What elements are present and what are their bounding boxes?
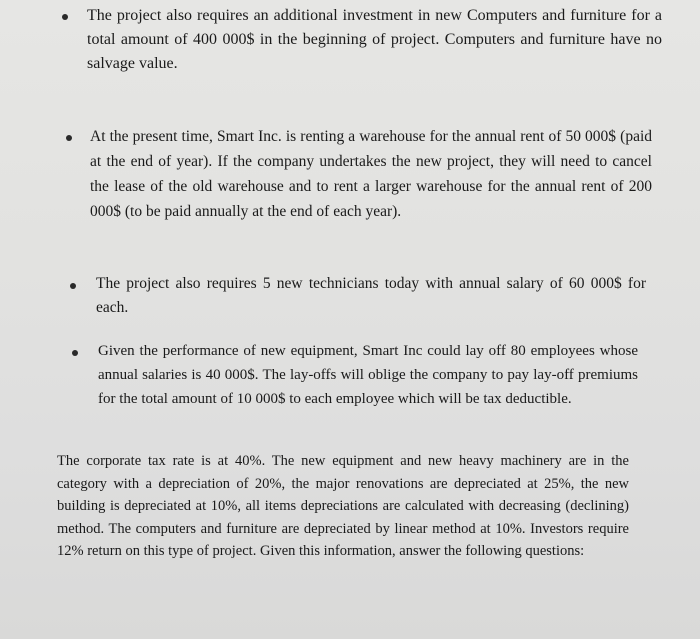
bullet-text: The project also requires an additional investment in new Computers and furniture for a total amount of 400 000$ in the beginning of project. Computers and furniture have no salvage value. <box>87 7 662 72</box>
bullet-icon <box>70 283 76 289</box>
bullet-text: At the present time, Smart Inc. is renting a warehouse for the annual rent of 50 000$ (paid at the end of year). If the company undertakes the new project, they will need to cancel the lease of the old warehouse and to rent a larger warehouse for the annual rent of 200 000$ (to be paid annually at the end of each year). <box>90 128 652 220</box>
bullet-text: The project also requires 5 new technicians today with annual salary of 60 000$ for each. <box>96 275 646 316</box>
bullet-icon <box>72 350 78 356</box>
bullet-icon <box>62 14 68 20</box>
bullet-text: Given the performance of new equipment, Smart Inc could lay off 80 employees whose annual salaries is 40 000$. The lay-offs will oblige the company to pay lay-off premiums for the total amount of 10 000$ to each employee which will be tax deductible. <box>98 343 638 407</box>
bullet-icon <box>66 135 72 141</box>
tax-depreciation-paragraph: The corporate tax rate is at 40%. The new equipment and new heavy machinery are in the category with a depreciation of 20%, the major renovations are depreciated at 25%, the new building is depreciated at 10%, all items depreciations are calculated with decreasing (declining) method. The computers and furniture are depreciated by linear method at 10%. Investors require 12% return on this type of project. Given this information, answer the following questions: <box>57 453 629 559</box>
